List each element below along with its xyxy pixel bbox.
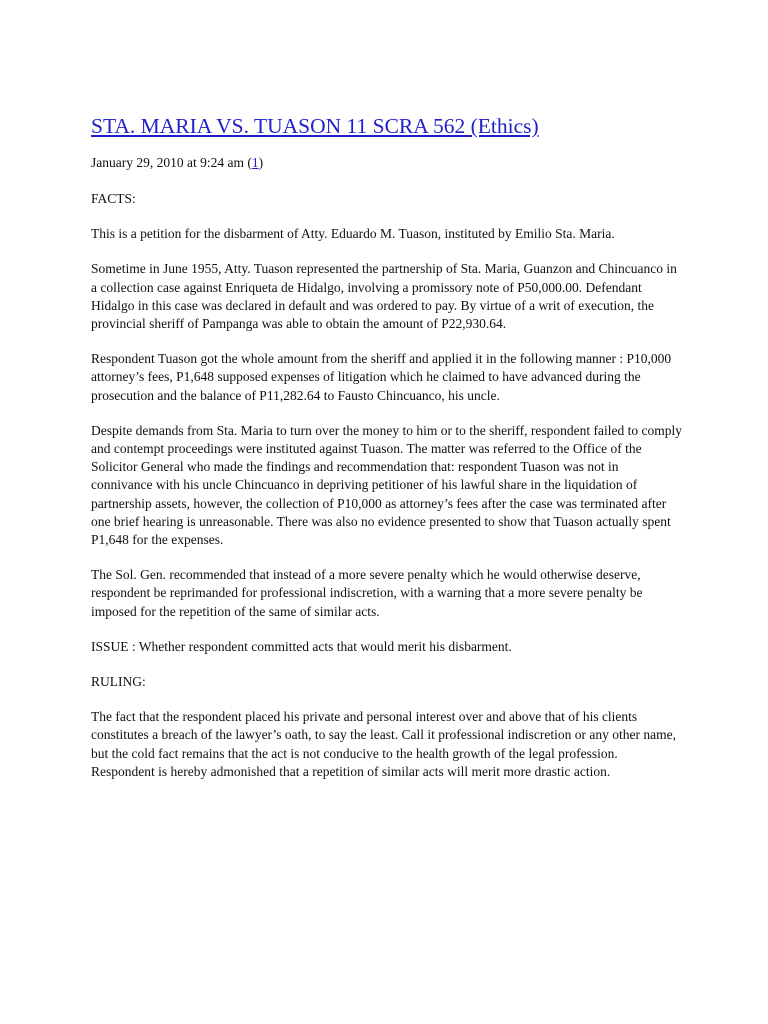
comments-count-link[interactable]: 1 [251,155,259,170]
ruling-heading: RULING: [91,674,146,690]
comments-open-paren: ( [247,155,252,170]
facts-heading: FACTS: [91,191,136,206]
paragraph-allocation: Respondent Tuason got the whole amount from the sheriff and applied it in the following manner : P10,000 attorney’s fees, P1,648 supposed expenses of litigation which he claimed to have advanced during the prosecution and the balance of P11,282.64 to Fausto Chincuanco, his uncle. [91,351,672,403]
issue-statement: ISSUE : Whether respondent committed acts that would merit his disbarment. [91,638,512,654]
post-date: January 29, 2010 at 9:24 am [91,155,244,170]
paragraph-ruling: The fact that the respondent placed his private and personal interest over and above that of his clients constitutes a breach of the lawyer’s oath, to say the least. Call it professional indiscretion or any other name, but the cold fact remains that the act is not conducive to the health growth of the legal profession. Respondent is hereby admonished that a repetition of similar acts will merit more drastic action. [91,709,676,779]
paragraph-petition: This is a petition for the disbarment of Atty. Eduardo M. Tuason, instituted by Emilio Sta. Maria. [91,226,615,242]
paragraph-recommendation: The Sol. Gen. recommended that instead of a more severe penalty which he would otherwise deserve, respondent be reprimanded for professional indiscretion, with a warning that a more severe penalty be imposed for the repetition of the same of similar acts. [91,567,643,619]
article-title [91,112,683,140]
article-title-link[interactable]: STA. MARIA VS. TUASON 11 SCRA 562 (Ethics) [91,114,539,138]
paragraph-contempt: Despite demands from Sta. Maria to turn over the money to him or to the sheriff, respondent failed to comply and contempt proceedings were instituted against Tuason. The matter was referred to the Office of the Solicitor General who made the findings and recommendation that: respondent Tuason was not in connivance with his uncle Chincuanco in depriving petitioner of his lawful share in the liquidation of partnership assets, however, the collection of P10,000 as attorney’s fees after the case was terminated after one brief hearing is unreasonable. There was also no evidence presented to show that Tuason actually spent P1,648 for the expenses. [91,422,682,548]
paragraph-background: Sometime in June 1955, Atty. Tuason represented the partnership of Sta. Maria, Guanzon and Chincuanco in a collection case against Enriqueta de Hidalgo, involving a promissory note of P50,000.00. Defendant Hidalgo in this case was declared in default and was ordered to pay. By virtue of a writ of execution, the provincial sheriff of Pampanga was able to obtain the amount of P22,930.64. [91,261,677,332]
article [91,112,683,798]
comments-close-paren: ) [258,155,264,170]
post-meta [91,154,683,172]
